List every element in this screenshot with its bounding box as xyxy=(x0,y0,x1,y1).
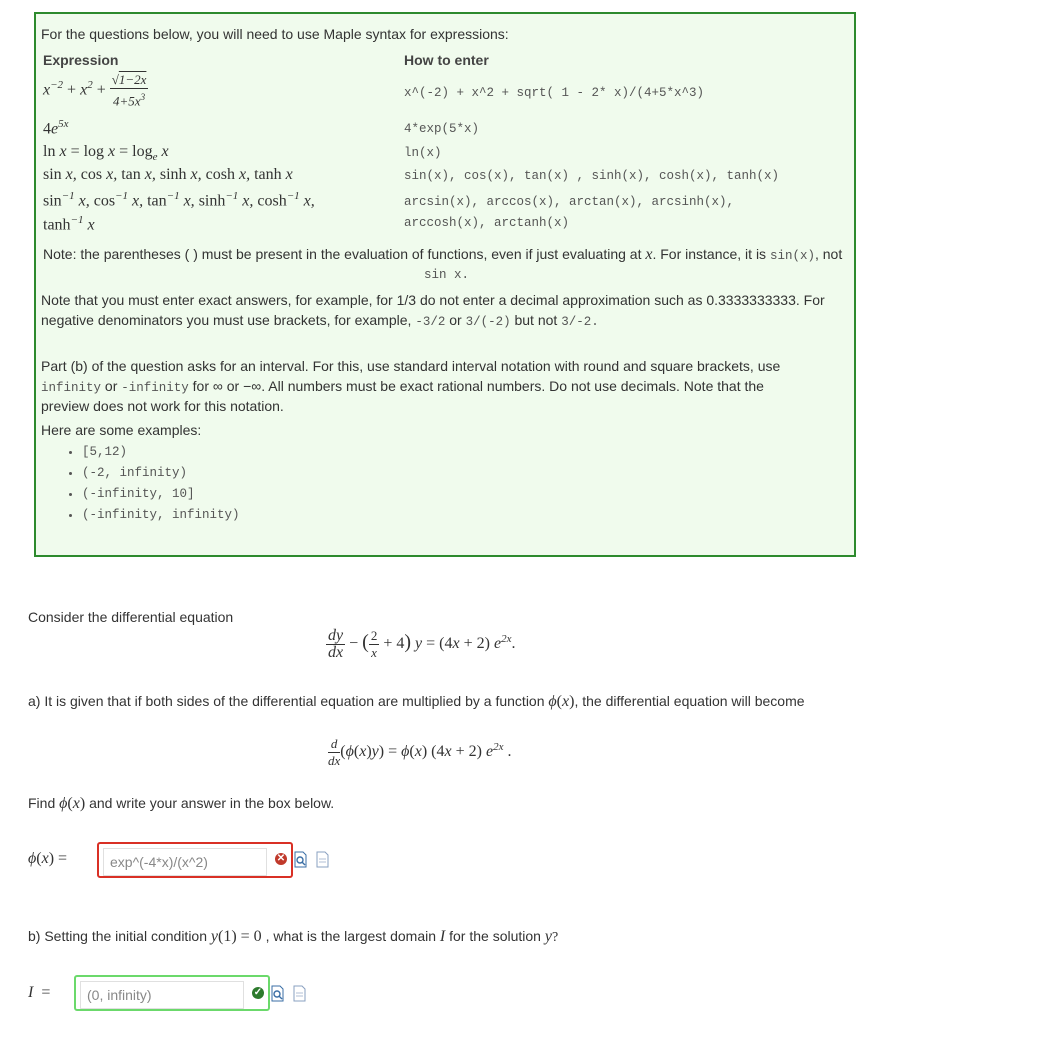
maple-syntax-info-box xyxy=(34,12,856,557)
example-item: • (-2, infinity) xyxy=(82,463,240,484)
intro-text: For the questions below, you will need to use Maple syntax for expressions: xyxy=(41,26,509,42)
interval-note-line3: preview does not work for this notation. xyxy=(41,398,284,414)
expression-header: Expression xyxy=(43,52,119,68)
exact-note-line1: Note that you must enter exact answers, for example, for 1/3 do not enter a decimal approximation such as 0.3333333333. For xyxy=(41,292,825,308)
phi-answer-frame xyxy=(97,842,293,878)
error-icon: ✕ xyxy=(276,853,286,864)
enter-row-3: ln(x) xyxy=(404,146,442,160)
expression-row-4: sin x, cos x, tan x, sinh x, cosh x, tanh x xyxy=(43,166,293,183)
interval-answer-frame xyxy=(74,975,270,1011)
examples-label: Here are some examples: xyxy=(41,422,202,438)
example-item: • [5,12) xyxy=(82,442,240,463)
expression-row-5b: $\tanh^{-1} x$ xyxy=(43,214,95,234)
examples-list xyxy=(58,442,240,526)
transformed-equation: $\frac{d}{dx}$ (ϕ(x)y) = ϕ(x) (4x + 2) $e^{2x}$ . xyxy=(328,736,512,768)
enter-row-5: arcsin(x), arccos(x), arctan(x), arcsinh(x), xyxy=(404,195,735,209)
check-icon: ✓ xyxy=(253,987,263,998)
part-a-text: a) It is given that if both sides of the differential equation are multiplied by a function ϕ(x), the differential equation will become xyxy=(28,693,805,710)
interval-label: I = xyxy=(28,984,51,1001)
example-item: • (-infinity, 10] xyxy=(82,484,240,505)
preview-icon[interactable] xyxy=(271,985,284,1002)
expression-row-5: $\sin^{-1} x$, $\cos^{-1} x$, $\tan^{-1} x$, $\sinh^{-1} x$, $\cosh^{-1} x$, xyxy=(43,190,315,210)
example-item: • (-infinity, infinity) xyxy=(82,505,240,526)
document-icon[interactable] xyxy=(293,985,306,1002)
expression-row-2: $4e^{5x}$ xyxy=(43,118,69,138)
interval-note-line2: infinity or -infinity for ∞ or −∞. All numbers must be exact rational numbers. Do not use decimals. Note that the xyxy=(41,378,764,395)
parentheses-note: Note: the parentheses ( ) must be present in the evaluation of functions, even if just evaluating at x. For instance, it is sin(x), not xyxy=(43,246,843,263)
interval-answer-input[interactable] xyxy=(80,981,244,1009)
parentheses-note-code: sin x. xyxy=(424,268,470,282)
preview-icon[interactable] xyxy=(294,851,307,868)
document-icon[interactable] xyxy=(316,851,329,868)
phi-answer-input[interactable] xyxy=(103,848,267,876)
expression-row-1: $x^{-2} + x^2$ + $\frac{√1-2x}{4+5x^3}$ xyxy=(43,72,147,109)
enter-row-1: x^(-2) + x^2 + sqrt( 1 - 2* x)/(4+5*x^3) xyxy=(404,86,705,100)
exact-note-line2: negative denominators you must use brackets, for example, -3/2 or 3/(-2) but not 3/-2. xyxy=(41,312,599,329)
how-to-enter-header: How to enter xyxy=(404,52,489,68)
expression-row-3: $\ln x = \log x = \log_e x$ xyxy=(43,143,169,164)
enter-row-4: sin(x), cos(x), tan(x) , sinh(x), cosh(x), tanh(x) xyxy=(404,169,780,183)
phi-label: ϕ(x) = xyxy=(28,850,68,867)
differential-equation: $\frac{dy}{dx}$ − ( $\frac{2}{x}$ + 4) y = (4x + 2) $e^{2x}$. xyxy=(328,627,516,661)
interval-note-line1: Part (b) of the question asks for an interval. For this, use standard interval notation with round and square brackets, use xyxy=(41,358,781,374)
consider-text: Consider the differential equation xyxy=(28,609,234,625)
find-text: Find ϕ(x) and write your answer in the box below. xyxy=(28,795,335,812)
enter-row-2: 4*exp(5*x) xyxy=(404,122,480,136)
part-b-text: b) Setting the initial condition y(1) = 0 , what is the largest domain I for the solution y? xyxy=(28,928,559,945)
enter-row-6: arccosh(x), arctanh(x) xyxy=(404,216,570,230)
